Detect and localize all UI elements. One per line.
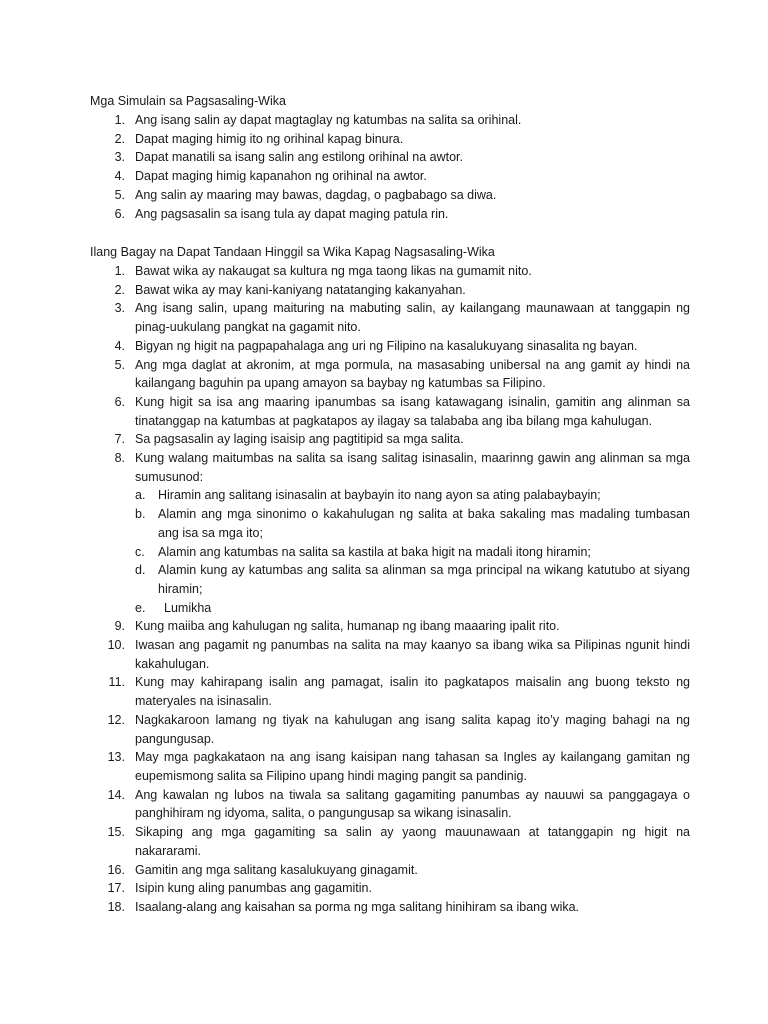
- item-number: 7.: [114, 432, 125, 447]
- item-number: 10.: [107, 638, 125, 653]
- item-text: Sikaping ang mga gagamiting sa salin ay yaong mauunawaan at tatanggapin ng higit na nakararami.: [135, 825, 690, 858]
- item-number: 18.: [107, 899, 125, 914]
- item-text: Iwasan ang pagamit ng panumbas na salita na may kaanyo sa ibang wika sa Pilipinas ngunit hindi kakahulugan.: [135, 638, 690, 671]
- item-text: Bigyan ng higit na pagpapahalaga ang uri ng Filipino na kasalukuyang sinasalita ng bayan.: [135, 338, 638, 353]
- item-number: 5.: [114, 357, 125, 372]
- item-number: 9.: [114, 619, 125, 634]
- item-number: 1.: [114, 264, 125, 278]
- list-item: [90, 711, 690, 748]
- item-text: Isaalang-alang ang kaisahan sa porma ng mga salitang hinihiram sa ibang wika.: [135, 899, 580, 914]
- section-title: Mga Simulain sa Pagsasaling-Wika: [90, 94, 286, 108]
- item-text: Ang isang salin, upang maituring na mabuting salin, ay kailangang maunawaan at tanggapin ng pinag-uukulang pangkat na gagamit nito.: [135, 301, 690, 335]
- list-item: [90, 786, 690, 823]
- item-text: Dapat manatili sa isang salin ang estilong orihinal na awtor.: [135, 150, 463, 165]
- item-text: Ang mga daglat at akronim, at mga pormula, na masasabing unibersal na ang gamit ay hindi na kailangang baguhin pa upang amayon sa baybay ng katumbas sa Filipino.: [135, 357, 690, 391]
- list-item: [90, 449, 690, 486]
- sub-item-text: Hiramin ang salitang isinasalin at baybayin ito nang ayon sa ating palabaybayin;: [158, 488, 601, 503]
- item-text: Sa pagsasalin ay laging isaisip ang pagtitipid sa mga salita.: [135, 432, 464, 447]
- item-number: 1.: [114, 113, 125, 127]
- list-item: [90, 748, 690, 785]
- item-number: 2.: [114, 131, 125, 146]
- item-number: 6.: [114, 206, 125, 221]
- list-item: [90, 823, 690, 860]
- item-number: 6.: [114, 394, 125, 409]
- list-item: [90, 393, 690, 430]
- simulain-list: [90, 111, 690, 223]
- item-text: Nagkakaroon lamang ng tiyak na kahulugan ang isang salita kapag ito’y maging bahagi na ng pangungusap.: [135, 712, 690, 746]
- item-number: 4.: [114, 338, 125, 353]
- list-item: [90, 636, 690, 673]
- item-text: May mga pagkakataon na ang isang kaisipan nang tahasan sa Ingles ay kailangang gamitan ng eupemismong salita sa Filipino upang hindi maging pangit sa pandinig.: [135, 750, 690, 783]
- sub-item-letter: d.: [135, 563, 146, 578]
- item-number: 14.: [107, 787, 125, 802]
- list-item: [90, 262, 690, 281]
- sub-item-letter: c.: [135, 544, 145, 559]
- list-item: [90, 186, 690, 205]
- sub-item-text: Alamin kung ay katumbas ang salita sa alinman sa mga principal na wikang katutubo at siyang hiramin;: [158, 563, 690, 596]
- item-number: 11.: [108, 675, 125, 690]
- list-item: [90, 281, 690, 300]
- item-text: Ang salin ay maaring may bawas, dagdag, o pagbabago sa diwa.: [135, 187, 497, 202]
- item-text: Dapat maging himig kapanahon ng orihinal na awtor.: [135, 169, 427, 184]
- section-simulain: [90, 92, 690, 223]
- item-number: 13.: [107, 750, 125, 765]
- tandaan-list-continued: [90, 617, 690, 916]
- sub-list-item: [90, 599, 690, 618]
- sub-item-letter: a.: [135, 488, 146, 503]
- item-number: 12.: [107, 712, 125, 727]
- sub-list-item: [90, 561, 690, 598]
- section-tandaan: [90, 243, 690, 917]
- list-item: [90, 356, 690, 393]
- item-number: 17.: [107, 881, 125, 896]
- sub-item-letter: b.: [135, 507, 146, 522]
- item-text: Ang pagsasalin sa isang tula ay dapat maging patula rin.: [135, 206, 449, 221]
- item-text: Dapat maging himig ito ng orihinal kapag binura.: [135, 131, 404, 146]
- list-item: [90, 617, 690, 636]
- sub-item-text: Alamin ang mga sinonimo o kakahulugan ng salita at baka sakaling mas madaling tumbasan ang isa sa mga ito;: [158, 507, 690, 540]
- sub-list: [90, 486, 690, 617]
- sub-list-item: [90, 543, 690, 562]
- item-text: Bawat wika ay nakaugat sa kultura ng mga taong likas na gumamit nito.: [135, 264, 532, 278]
- sub-list-item: [90, 505, 690, 542]
- list-item: [90, 167, 690, 186]
- list-item: [90, 898, 690, 917]
- item-text: Bawat wika ay may kani-kaniyang natatanging kakanyahan.: [135, 282, 466, 297]
- item-number: 16.: [107, 862, 125, 877]
- item-number: 3.: [114, 150, 125, 165]
- sub-item-letter: e.: [135, 600, 146, 615]
- item-text: Gamitin ang mga salitang kasalukuyang ginagamit.: [135, 862, 418, 877]
- item-text: Ang kawalan ng lubos na tiwala sa salitang gagamiting panumbas ay nauuwi sa panggagaya o panghihiram ng idyoma, salita, o pangungusap sa wikang isinasalin.: [135, 787, 690, 821]
- item-text: Kung higit sa isa ang maaring ipanumbas sa isang katawagang isinalin, gamitin ang alinman sa tinatanggap na katumbas at pagkatapos ay ilagay sa talababa ang iba bilang mga kahulugan.: [135, 394, 690, 428]
- list-item: [90, 148, 690, 167]
- list-item: [90, 299, 690, 336]
- item-number: 8.: [114, 451, 125, 466]
- sub-item-text: Lumikha: [164, 600, 212, 615]
- item-text: Kung walang maitumbas na salita sa isang salitag isinasalin, maarinng gawin ang alinman sa mga sumusunod:: [135, 451, 690, 484]
- list-item: [90, 861, 690, 880]
- item-number: 5.: [114, 187, 125, 202]
- sub-list-item: [90, 486, 690, 505]
- list-item: [90, 879, 690, 898]
- section-title: Ilang Bagay na Dapat Tandaan Hinggil sa Wika Kapag Nagsasaling-Wika: [90, 245, 495, 259]
- item-text: Isipin kung aling panumbas ang gagamitin.: [135, 881, 372, 896]
- sub-item-text: Alamin ang katumbas na salita sa kastila at baka higit na madali itong hiramin;: [158, 544, 591, 559]
- list-item: [90, 673, 690, 710]
- item-text: Ang isang salin ay dapat magtaglay ng katumbas na salita sa orihinal.: [135, 113, 522, 127]
- item-number: 2.: [114, 282, 125, 297]
- list-item: [90, 337, 690, 356]
- item-number: 15.: [107, 825, 125, 840]
- item-number: 3.: [114, 301, 125, 316]
- list-item: [90, 111, 690, 130]
- item-text: Kung maiiba ang kahulugan ng salita, humanap ng ibang maaaring ipalit rito.: [135, 619, 560, 634]
- tandaan-list: [90, 262, 690, 486]
- item-text: Kung may kahirapang isalin ang pamagat, isalin ito pagkatapos maisalin ang buong teksto ng materyales na isinasalin.: [135, 675, 690, 709]
- list-item: [90, 130, 690, 149]
- item-number: 4.: [114, 169, 125, 184]
- list-item: [90, 430, 690, 449]
- list-item: [90, 205, 690, 224]
